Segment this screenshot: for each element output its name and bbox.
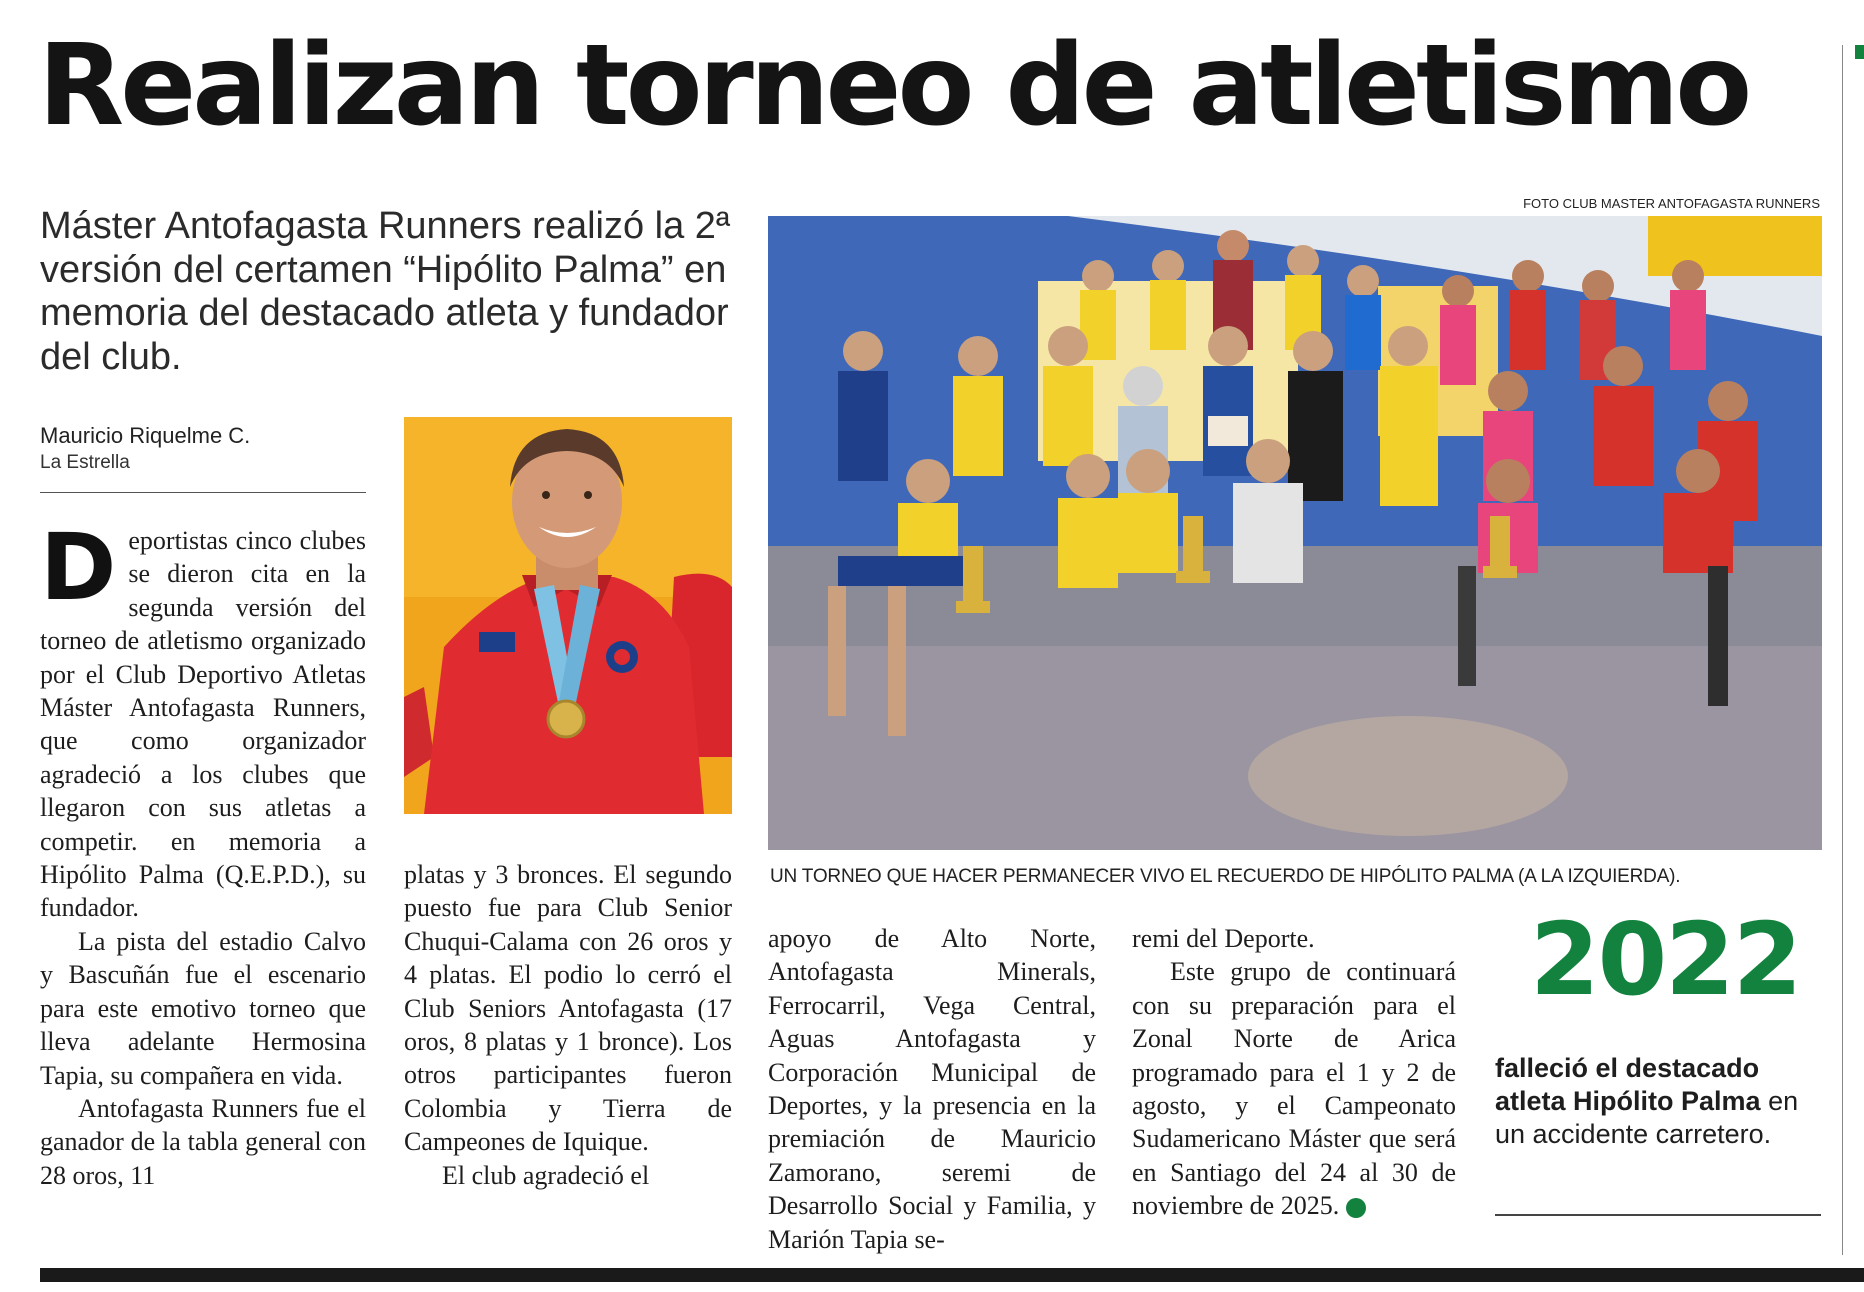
article-column-2 — [404, 858, 732, 1192]
paragraph-1: eportistas cinco clubes se dieron cita en la segunda versión del torneo de atletismo organizado por el Club Deportivo Atletas Máster Antofagasta Runners, que como organizador agradeció a los clubes que llegaron con sus atletas a competir. en memoria a Hipólito Palma (Q.E.P.D.), su fundador. — [40, 526, 366, 923]
page-bottom-bar — [40, 1268, 1864, 1282]
article-deck: Máster Antofagasta Runners realizó la 2ª versión del certamen “Hipólito Palma” en memoria del destacado atleta y fundador del club. — [40, 205, 730, 379]
photo-credit: FOTO CLUB MASTER ANTOFAGASTA RUNNERS — [1523, 196, 1820, 211]
group-photo — [768, 216, 1822, 850]
article-column-3 — [768, 922, 1096, 1256]
sidebar-text — [1495, 1052, 1835, 1151]
photo-caption: UN TORNEO QUE HACER PERMANECER VIVO EL RECUERDO DE HIPÓLITO PALMA (A LA IZQUIERDA). — [770, 866, 1681, 887]
portrait-photo — [404, 417, 732, 814]
sidebar-rule — [1495, 1214, 1821, 1216]
section-accent-mark — [1855, 45, 1864, 59]
right-column-rule — [1842, 45, 1843, 1255]
byline-author: Mauricio Riquelme C. — [40, 423, 251, 448]
paragraph-3: Antofagasta Runners fue el ganador de la tabla general con 28 oros, 11 — [40, 1093, 366, 1190]
paragraph-2: La pista del estadio Calvo y Bascuñán fue el escenario para este emotivo torneo que lleva adelante Hermosina Tapia, su compañera en vida. — [40, 926, 366, 1090]
byline-outlet: La Estrella — [40, 452, 130, 473]
byline-rule — [40, 492, 366, 493]
article-column-1 — [40, 514, 366, 1192]
paragraph-7: remi del Deporte. — [1132, 924, 1315, 953]
article-column-4 — [1132, 922, 1456, 1223]
end-of-article-icon: ✪ — [1346, 1198, 1366, 1218]
sidebar-text-rest: en un accidente carretero. — [1495, 1086, 1799, 1149]
drop-cap: D — [40, 514, 117, 621]
headline: Realizan torneo de atletismo — [38, 21, 1749, 151]
paragraph-6: apoyo de Alto Norte, Antofagasta Minerals, Ferrocarril, Vega Central, Aguas Antofagasta y Corporación Municipal de Deportes, y la presencia en la premiación de Mauricio Zamorano, seremi de Desarrollo Social y Familia, y Marión Tapia se- — [768, 924, 1096, 1254]
paragraph-4: platas y 3 bronces. El segundo puesto fue para Club Senior Chuqui-Calama con 26 oros y 4 platas. El podio lo cerró el Club Seniors Antofagasta (17 oros, 8 platas y 1 bronce). Los otros participantes fueron Colombia y Tierra de Campeones de Iquique. — [404, 860, 732, 1157]
paragraph-8: Este grupo de continuará con su preparación para el Zonal Norte de Arica programado para el 1 y 2 de agosto, y el Campeonato Sudamericano Máster que será en Santiago del 24 al 30 de noviembre de 2025. — [1132, 957, 1456, 1221]
paragraph-5: El club agradeció el — [442, 1160, 650, 1190]
sidebar-text-bold: falleció el destacado atleta Hipólito Palma — [1495, 1053, 1761, 1116]
sidebar-year: 2022 — [1530, 901, 1801, 1018]
